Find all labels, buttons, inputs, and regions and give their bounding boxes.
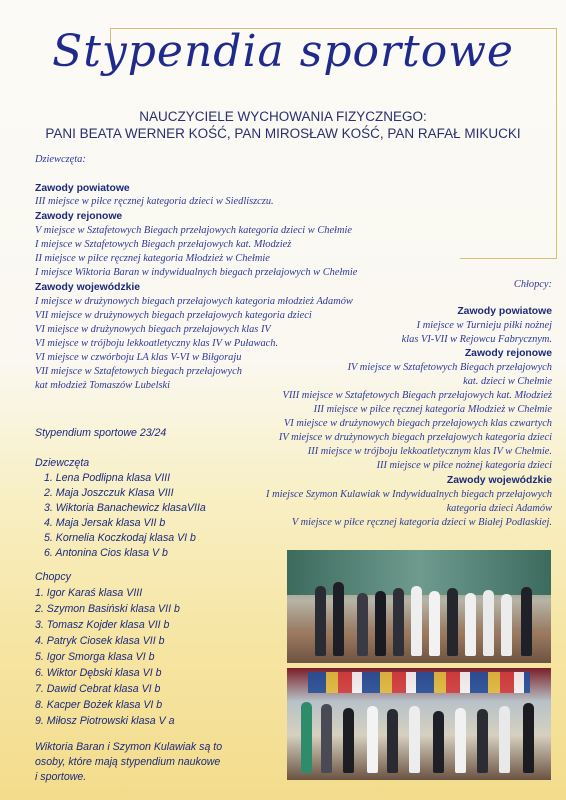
scholarship-boy: 1. Igor Karaś klasa VIII xyxy=(35,587,143,599)
boys-woj-item: I miejsce Szymon Kulawiak w Indywidualnych biegach przełajowych xyxy=(266,489,552,500)
photo-2-person xyxy=(433,711,444,774)
girls-woj-heading: Zawody wojewódzkie xyxy=(35,282,141,293)
boys-powiat-heading: Zawody powiatowe xyxy=(457,306,552,317)
scholarship-girl: 2. Maja Joszczuk Klasa VIII xyxy=(44,487,174,499)
photo-2-person xyxy=(387,709,398,773)
group-photo-2 xyxy=(287,668,551,780)
photo-1-person xyxy=(333,582,344,657)
girls-woj-item: VI miejsce w drużynowych biegach przełajowych klas IV xyxy=(35,324,271,335)
boys-rejon-item: III miejsce w piłce nożnej kategoria dzieci xyxy=(376,460,552,471)
girls-powiat-heading: Zawody powiatowe xyxy=(35,183,130,194)
boys-rejon-item: IV miejsce w Sztafetowych Biegach przełajowych xyxy=(347,362,552,373)
boys-rejon-heading: Zawody rejonowe xyxy=(464,348,552,359)
boys-rejon-item: VI miejsce w drużynowych biegach przełajowych klas czwartych xyxy=(283,418,552,429)
scholarship-boy: 4. Patryk Ciosek klasa VII b xyxy=(35,635,165,647)
scholarship-boy: 6. Wiktor Dębski klasa VI b xyxy=(35,667,162,679)
girls-rejon-item: I miejsce Wiktoria Baran w indywidualnych biegach przełajowych w Chełmie xyxy=(35,267,358,278)
photo-1-person xyxy=(357,593,368,656)
page-title: Stypendia sportowe xyxy=(52,26,514,77)
photo-2-person xyxy=(321,704,332,773)
girls-heading: Dziewczęta: xyxy=(35,154,86,165)
girls-woj-item: kat młodzież Tomaszów Lubelski xyxy=(35,380,170,391)
photo-2-banner xyxy=(308,672,530,692)
scholarship-boy: 8. Kacper Bożek klasa VI b xyxy=(35,699,163,711)
photo-1-person xyxy=(375,591,386,657)
scholarship-girl: 1. Lena Podlipna klasa VIII xyxy=(44,472,171,484)
girls-rejon-item: II miejsce w piłce ręcznej kategoria Młodzież w Chełmie xyxy=(35,253,270,264)
boys-powiat-item: klas VI-VII w Rejowcu Fabrycznym. xyxy=(401,334,552,345)
group-photo-1 xyxy=(287,550,551,663)
photo-2-person xyxy=(301,702,312,774)
girls-woj-item: I miejsce w drużynowych biegach przełajowych kategoria młodzież Adamów xyxy=(35,296,353,307)
teachers-line-2: PANI BEATA WERNER KOŚĆ, PAN MIROSŁAW KOŚĆ, PAN RAFAŁ MIKUCKI xyxy=(45,126,521,141)
girls-powiat-item: III miejsce w piłce ręcznej kategoria dzieci w Siedliszczu. xyxy=(35,196,274,207)
photo-2-person xyxy=(477,709,488,773)
scholarship-girl: 4. Maja Jersak klasa VII b xyxy=(44,517,166,529)
scholarship-boy: 9. Miłosz Piotrowski klasa V a xyxy=(35,715,175,727)
boys-rejon-item: III miejsce w trójboju lekkoatletycznym klas IV w Chełmie. xyxy=(307,446,552,457)
girls-rejon-heading: Zawody rejonowe xyxy=(35,211,123,222)
scholarship-boy: 3. Tomasz Kojder klasa VII b xyxy=(35,619,170,631)
boys-rejon-item: VIII miejsce w Sztafetowych Biegach przełajowych kat. Młodzież xyxy=(282,390,552,401)
girls-rejon-item: V miejsce w Sztafetowych Biegach przełajowych kategoria dzieci w Chełmie xyxy=(35,225,352,236)
photo-2-person xyxy=(367,706,378,773)
photo-2-person xyxy=(499,706,510,773)
scholarship-boy: 7. Dawid Cebrat klasa VI b xyxy=(35,683,161,695)
scholarship-girls-heading: Dziewczęta xyxy=(35,457,90,469)
boys-heading: Chłopcy: xyxy=(513,279,552,290)
photo-1-person xyxy=(429,591,440,657)
boys-woj-item: V miejsce w piłce ręcznej kategoria dzieci w Białej Podlaskiej. xyxy=(291,517,552,528)
teachers-block xyxy=(0,108,566,142)
photo-2-person xyxy=(455,708,466,773)
boys-rejon-item: IV miejsce w drużynowych biegach przełajowych kategoria dzieci xyxy=(278,432,552,443)
teachers-line-1: NAUCZYCIELE WYCHOWANIA FIZYCZNEGO: xyxy=(139,109,427,124)
scholarship-girl: 6. Antonina Cios klasa V b xyxy=(44,547,168,559)
girls-woj-item: VI miejsce w trójboju lekkoatletyczny klas IV w Puławach. xyxy=(35,338,279,349)
photo-1-person xyxy=(411,586,422,656)
photo-2-person xyxy=(409,706,420,773)
photo-1-person xyxy=(393,588,404,656)
scholarship-boy: 2. Szymon Basiński klasa VII b xyxy=(35,603,180,615)
boys-rejon-item: III miejsce w piłce ręcznej kategoria Młodzież w Chełmie xyxy=(313,404,552,415)
photo-1-person xyxy=(483,590,494,657)
scholarship-note-line: i sportowe. xyxy=(35,771,87,783)
girls-woj-item: VI miejsce w czwórboju LA klas V-VI w Biłgoraju xyxy=(35,352,242,363)
photo-2-person xyxy=(523,703,534,774)
girls-rejon-item: I miejsce w Sztafetowych Biegach przełajowych kat. Młodzież xyxy=(35,239,292,250)
boys-woj-heading: Zawody wojewódzkie xyxy=(446,475,552,486)
frame-line-bottom xyxy=(460,258,557,259)
scholarship-boy: 5. Igor Smorga klasa VI b xyxy=(35,651,155,663)
photo-1-person xyxy=(501,594,512,656)
boys-powiat-item: I miejsce w Turnieju piłki nożnej xyxy=(416,320,552,331)
boys-rejon-item: kat. dzieci w Chełmie xyxy=(463,376,552,387)
photo-1-person xyxy=(447,588,458,656)
girls-woj-item: VII miejsce w drużynowych biegach przełajowych kategoria dzieci xyxy=(35,310,312,321)
photo-1-person xyxy=(521,587,532,656)
girls-woj-item: VII miejsce w Sztafetowych biegach przełajowych xyxy=(35,366,242,377)
photo-1-person xyxy=(315,586,326,656)
photo-1-person xyxy=(465,593,476,656)
scholarship-note-line: osoby, które mają stypendium naukowe xyxy=(35,756,221,768)
boys-woj-item: kategoria dzieci Adamów xyxy=(446,503,552,514)
photo-2-person xyxy=(343,708,354,773)
scholarship-boys-heading: Chopcy xyxy=(35,571,71,583)
scholarship-girl: 3. Wiktoria Banachewicz klasaVIIa xyxy=(44,502,206,514)
scholarship-girl: 5. Kornelia Koczkodaj klasa VI b xyxy=(44,532,196,544)
scholarship-note-line: Wiktoria Baran i Szymon Kulawiak są to xyxy=(35,741,223,753)
scholarship-heading: Stypendium sportowe 23/24 xyxy=(35,427,167,439)
